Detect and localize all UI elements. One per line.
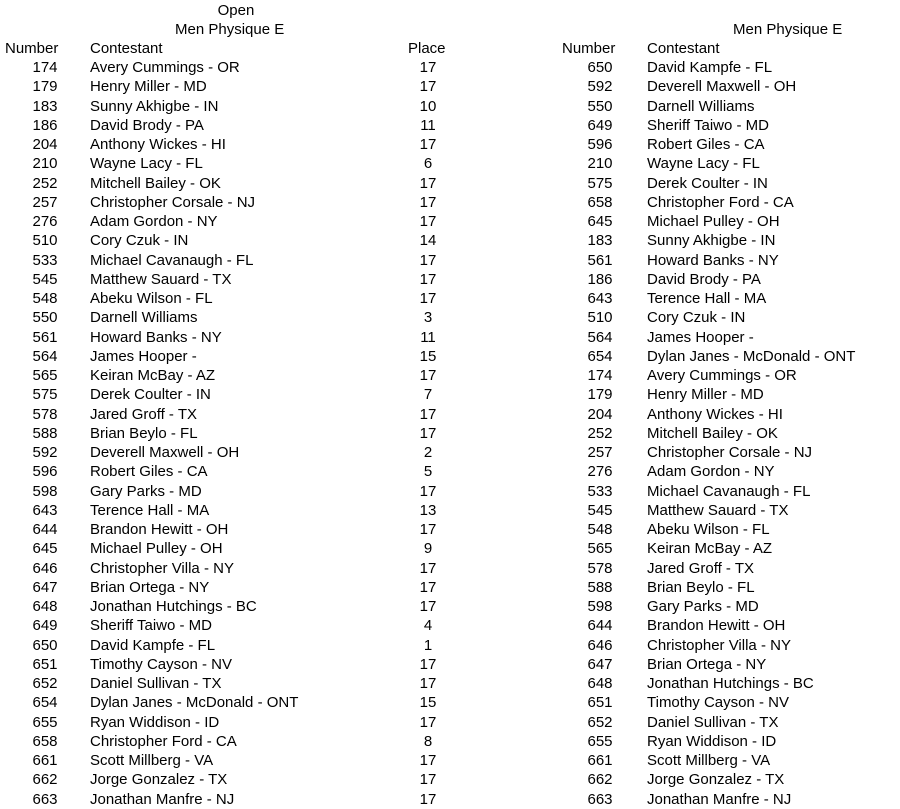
contestant-number: 252 (587, 424, 613, 442)
contestant-name: Jonathan Manfre - NJ (90, 790, 235, 808)
contestant-number: 179 (32, 78, 58, 96)
contestant-name: Abeku Wilson - FL (647, 521, 770, 538)
contestant-name: Brian Ortega - NY (90, 578, 210, 596)
contestant-place: 17 (419, 78, 437, 96)
table-row (0, 462, 900, 481)
contestant-place: 10 (419, 97, 437, 115)
contestant-name: Jared Groff - TX (647, 559, 754, 577)
contestant-number: 662 (32, 771, 58, 789)
contestant-number: 204 (32, 136, 58, 153)
table-row (0, 58, 900, 77)
contestant-number: 564 (32, 347, 58, 365)
table-row (0, 174, 900, 193)
contestant-name: Darnell Williams (90, 309, 198, 327)
table-row (0, 790, 900, 809)
results-table-ranked (0, 58, 900, 809)
table-row (0, 482, 900, 501)
table-row (0, 328, 900, 347)
contestant-place: 9 (423, 540, 433, 558)
contestant-number: 174 (32, 59, 58, 76)
contestant-number: 598 (32, 482, 58, 500)
contestant-name: Howard Banks - NY (90, 328, 222, 346)
contestant-name: Christopher Corsale - NJ (647, 444, 813, 461)
contestant-place: 17 (419, 655, 437, 673)
contestant-place: 3 (423, 309, 433, 327)
contestant-number: 186 (587, 270, 613, 288)
contestant-number: 650 (32, 636, 58, 654)
table-row (0, 713, 900, 732)
contestant-name: James Hooper - (647, 328, 754, 346)
table-row (0, 366, 900, 385)
contestant-place: 17 (419, 270, 437, 288)
contestant-name: Keiran McBay - AZ (647, 540, 773, 558)
contestant-number: 651 (587, 694, 613, 712)
contestant-number: 545 (32, 270, 58, 288)
division-title-open: Open (217, 2, 255, 19)
contestant-name: Daniel Sullivan - TX (647, 713, 779, 731)
contestant-number: 651 (32, 655, 58, 673)
contestant-number: 575 (32, 386, 58, 404)
header-number-left: Number (5, 40, 59, 57)
contestant-place: 17 (419, 675, 437, 692)
contestant-place: 17 (419, 713, 437, 731)
table-row (0, 674, 900, 693)
contestant-name: Derek Coulter - IN (647, 174, 768, 192)
contestant-name: Abeku Wilson - FL (90, 290, 213, 307)
contestant-name: Timothy Cayson - NV (647, 694, 789, 712)
contestant-number: 647 (587, 655, 613, 673)
contestant-name: Henry Miller - MD (90, 78, 207, 96)
contestant-number: 565 (587, 540, 613, 558)
contestant-name: Gary Parks - MD (90, 482, 202, 500)
contestant-number: 648 (587, 675, 613, 692)
contestant-number: 564 (587, 328, 613, 346)
contestant-number: 210 (587, 155, 613, 173)
contestant-number: 644 (587, 617, 613, 635)
contestant-place: 17 (419, 598, 437, 615)
contestant-name: Michael Cavanaugh - FL (90, 251, 254, 269)
class-title-left: Men Physique E (175, 21, 285, 38)
table-row (0, 77, 900, 96)
contestant-place: 17 (419, 193, 437, 211)
contestant-number: 592 (587, 78, 613, 96)
contestant-place: 11 (420, 116, 436, 134)
contestant-place: 17 (419, 578, 437, 596)
contestant-name: Sunny Akhigbe - IN (90, 97, 219, 115)
table-row (0, 424, 900, 443)
table-row (0, 116, 900, 135)
contestant-name: Jonathan Hutchings - BC (647, 675, 814, 692)
contestant-place: 15 (419, 694, 437, 712)
contestant-place: 5 (423, 463, 433, 481)
contestant-number: 565 (32, 367, 58, 384)
table-row (0, 270, 900, 289)
table-row (0, 636, 900, 655)
contestant-number: 533 (587, 482, 613, 500)
contestant-number: 174 (587, 367, 613, 384)
contestant-name: Christopher Ford - CA (90, 732, 237, 750)
contestant-name: Jorge Gonzalez - TX (647, 771, 785, 789)
contestant-name: Sheriff Taiwo - MD (90, 617, 212, 635)
contestant-place: 17 (419, 367, 437, 384)
table-row (0, 693, 900, 712)
contestant-place: 14 (419, 232, 437, 250)
contestant-number: 658 (587, 193, 613, 211)
contestant-name: Brian Ortega - NY (647, 655, 767, 673)
contestant-number: 654 (587, 347, 613, 365)
contestant-name: Jonathan Manfre - NJ (647, 790, 792, 808)
contestant-name: Michael Pulley - OH (90, 540, 223, 558)
contestant-place: 17 (419, 424, 437, 442)
contestant-name: Terence Hall - MA (647, 290, 767, 307)
table-row (0, 135, 900, 154)
contestant-name: Cory Czuk - IN (647, 309, 746, 327)
contestant-name: Gary Parks - MD (647, 598, 759, 615)
contestant-number: 276 (32, 213, 58, 230)
contestant-name: Scott Millberg - VA (90, 752, 214, 769)
header-contestant-right: Contestant (647, 40, 720, 57)
contestant-number: 646 (587, 636, 613, 654)
table-row (0, 655, 900, 674)
contestant-name: David Kampfe - FL (647, 59, 773, 76)
table-row (0, 443, 900, 462)
contestant-number: 652 (32, 675, 58, 692)
contestant-name: Robert Giles - CA (647, 136, 765, 153)
contestant-name: Jonathan Hutchings - BC (90, 598, 257, 615)
contestant-place: 17 (419, 521, 437, 538)
contestant-number: 655 (32, 713, 58, 731)
contestant-place: 17 (419, 790, 437, 808)
table-row (0, 193, 900, 212)
contestant-place: 17 (419, 174, 437, 192)
contestant-number: 588 (32, 424, 58, 442)
contestant-number: 510 (32, 232, 58, 250)
contestant-number: 643 (32, 501, 58, 519)
table-row (0, 732, 900, 751)
contestant-name: Mitchell Bailey - OK (90, 174, 221, 192)
table-row (0, 347, 900, 366)
contestant-number: 588 (587, 578, 613, 596)
header-place: Place (408, 40, 446, 57)
contestant-name: Dylan Janes - McDonald - ONT (90, 694, 299, 712)
contestant-number: 548 (587, 521, 613, 538)
contestant-place: 4 (423, 617, 433, 635)
contestant-number: 575 (587, 174, 613, 192)
contestant-number: 598 (587, 598, 613, 615)
contestant-number: 649 (587, 116, 613, 134)
contestant-number: 179 (587, 386, 613, 404)
contestant-number: 257 (587, 444, 613, 461)
contestant-name: Terence Hall - MA (90, 501, 210, 519)
table-row (0, 770, 900, 789)
contestant-name: Brian Beylo - FL (90, 424, 198, 442)
table-row (0, 559, 900, 578)
contestant-place: 13 (419, 501, 437, 519)
contestant-name: Christopher Villa - NY (647, 636, 791, 654)
contestant-name: Robert Giles - CA (90, 463, 208, 481)
contestant-name: Deverell Maxwell - OH (647, 78, 797, 96)
table-row (0, 251, 900, 270)
table-row (0, 751, 900, 770)
contestant-name: Wayne Lacy - FL (647, 155, 760, 173)
contestant-name: Brian Beylo - FL (647, 578, 755, 596)
contestant-place: 1 (423, 636, 433, 654)
contestant-number: 533 (32, 251, 58, 269)
contestant-name: David Brody - PA (90, 116, 204, 134)
contestant-name: Brandon Hewitt - OH (647, 617, 786, 635)
contestant-number: 252 (32, 174, 58, 192)
contestant-number: 654 (32, 694, 58, 712)
class-title-right: Men Physique E (733, 21, 843, 38)
contestant-number: 663 (587, 790, 613, 808)
table-row (0, 520, 900, 539)
contestant-name: Cory Czuk - IN (90, 232, 189, 250)
contestant-place: 17 (419, 136, 437, 153)
contestant-number: 646 (32, 559, 58, 577)
table-row (0, 212, 900, 231)
contestant-name: David Kampfe - FL (90, 636, 216, 654)
contestant-name: Adam Gordon - NY (90, 213, 218, 230)
contestant-number: 596 (587, 136, 613, 153)
contestant-place: 17 (419, 213, 437, 230)
contestant-place: 17 (419, 482, 437, 500)
table-row (0, 231, 900, 250)
contestant-name: Anthony Wickes - HI (90, 136, 226, 153)
contestant-number: 655 (587, 732, 613, 750)
contestant-number: 578 (32, 405, 58, 423)
contestant-place: 17 (419, 405, 437, 423)
contestant-name: Jared Groff - TX (90, 405, 197, 423)
contestant-number: 658 (32, 732, 58, 750)
contestant-number: 661 (32, 752, 58, 769)
contestant-name: Dylan Janes - McDonald - ONT (647, 347, 856, 365)
contestant-name: Wayne Lacy - FL (90, 155, 203, 173)
contestant-name: Daniel Sullivan - TX (90, 675, 222, 692)
contestant-name: Brandon Hewitt - OH (90, 521, 229, 538)
contestant-number: 645 (32, 540, 58, 558)
table-row (0, 97, 900, 116)
contestant-number: 561 (587, 251, 613, 269)
contestant-place: 7 (423, 386, 433, 404)
contestant-name: James Hooper - (90, 347, 197, 365)
contestant-name: Jorge Gonzalez - TX (90, 771, 228, 789)
contestant-number: 550 (587, 97, 613, 115)
header-contestant-left: Contestant (90, 40, 163, 57)
contestant-place: 6 (423, 155, 433, 173)
contestant-number: 183 (32, 97, 58, 115)
contestant-place: 11 (420, 328, 436, 346)
contestant-name: Ryan Widdison - ID (90, 713, 220, 731)
contestant-number: 596 (32, 463, 58, 481)
contestant-name: Anthony Wickes - HI (647, 405, 783, 423)
contestant-number: 663 (32, 790, 58, 808)
contestant-number: 661 (587, 752, 613, 769)
contestant-number: 662 (587, 771, 613, 789)
contestant-number: 510 (587, 309, 613, 327)
contestant-name: Keiran McBay - AZ (90, 367, 216, 384)
contestant-number: 276 (587, 463, 613, 481)
contestant-number: 578 (587, 559, 613, 577)
contestant-place: 2 (423, 444, 433, 461)
contestant-name: Howard Banks - NY (647, 251, 779, 269)
contestant-name: Michael Pulley - OH (647, 213, 780, 230)
contestant-number: 561 (32, 328, 58, 346)
table-row (0, 616, 900, 635)
contestant-number: 645 (587, 213, 613, 230)
contestant-name: Matthew Sauard - TX (90, 270, 232, 288)
contestant-number: 647 (32, 578, 58, 596)
contestant-number: 643 (587, 290, 613, 307)
contestant-place: 17 (419, 559, 437, 577)
contestant-name: Christopher Villa - NY (90, 559, 234, 577)
contestant-name: Avery Cummings - OR (647, 367, 797, 384)
contestant-name: Henry Miller - MD (647, 386, 764, 404)
contestant-number: 644 (32, 521, 58, 538)
contestant-place: 17 (419, 251, 437, 269)
contestant-name: Sunny Akhigbe - IN (647, 232, 776, 250)
contestant-place: 8 (423, 732, 433, 750)
contestant-place: 17 (419, 290, 437, 307)
contestant-name: Derek Coulter - IN (90, 386, 211, 404)
table-row (0, 405, 900, 424)
contestant-name: Sheriff Taiwo - MD (647, 116, 769, 134)
contestant-name: Avery Cummings - OR (90, 59, 240, 76)
contestant-name: Matthew Sauard - TX (647, 501, 789, 519)
contestant-name: Christopher Corsale - NJ (90, 193, 256, 211)
contestant-name: Ryan Widdison - ID (647, 732, 777, 750)
contestant-number: 652 (587, 713, 613, 731)
contestant-number: 592 (32, 444, 58, 461)
contestant-number: 257 (32, 193, 58, 211)
contestant-name: Deverell Maxwell - OH (90, 444, 240, 461)
table-row (0, 597, 900, 616)
contestant-number: 548 (32, 290, 58, 307)
contestant-place: 17 (419, 771, 437, 789)
contestant-name: Mitchell Bailey - OK (647, 424, 778, 442)
contestant-name: Michael Cavanaugh - FL (647, 482, 811, 500)
contestant-place: 17 (419, 752, 437, 769)
contestant-number: 210 (32, 155, 58, 173)
contestant-name: David Brody - PA (647, 270, 761, 288)
contestant-name: Timothy Cayson - NV (90, 655, 232, 673)
contestant-number: 648 (32, 598, 58, 615)
contestant-name: Adam Gordon - NY (647, 463, 775, 481)
header-number-right: Number (562, 40, 616, 57)
contestant-number: 183 (587, 232, 613, 250)
table-row (0, 578, 900, 597)
contestant-number: 186 (32, 116, 58, 134)
table-row (0, 385, 900, 404)
contestant-place: 17 (419, 59, 437, 76)
contestant-number: 545 (587, 501, 613, 519)
table-row (0, 539, 900, 558)
table-row (0, 308, 900, 327)
contestant-place: 15 (419, 347, 437, 365)
contestant-number: 650 (587, 59, 613, 76)
contestant-name: Darnell Williams (647, 97, 755, 115)
table-row (0, 154, 900, 173)
table-row (0, 501, 900, 520)
contestant-name: Christopher Ford - CA (647, 193, 794, 211)
contestant-number: 550 (32, 309, 58, 327)
table-row (0, 289, 900, 308)
contestant-number: 649 (32, 617, 58, 635)
contestant-name: Scott Millberg - VA (647, 752, 771, 769)
contestant-number: 204 (587, 405, 613, 423)
